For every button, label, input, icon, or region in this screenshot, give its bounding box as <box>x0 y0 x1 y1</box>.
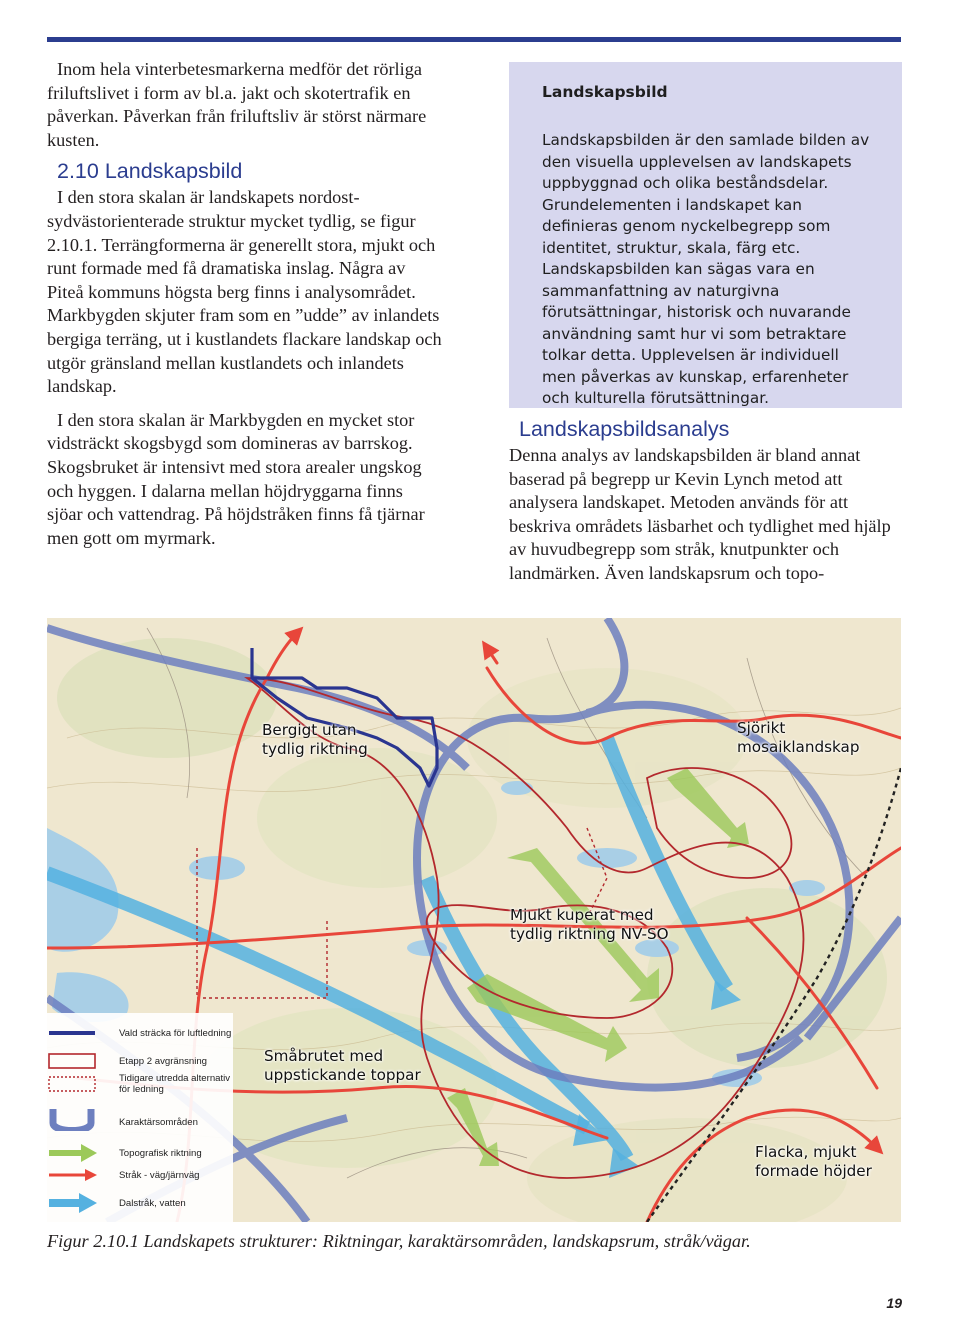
blue-u-shape-icon <box>47 1107 99 1131</box>
intro-paragraph: Inom hela vinterbetesmarkerna medför det rörliga friluftslivet i form av bl.a. jakt och skotertrafik en påverkan. Påverkan från friluftsliv är störst närmare kusten. <box>47 59 427 150</box>
legend-item-strak: Stråk - väg/järnväg <box>47 1163 233 1187</box>
legend-item-alternativ: Tidigare utredda alternativ för ledning <box>47 1072 233 1096</box>
factbox-text: Landskapsbilden är den samlade bilden av den visuella upplevelsen av landskapets uppbyggnad och olika beståndsdelar. Grundelementen i landskapet kan definieras genom nyckelbegrepp som identitet, struktur, skala, färg etc. Landskapsbilden kan sägas vara en sammanfattning av naturgivna förutsättningar, historisk och nuvarande användning samt hur vi som betraktare tolkar detta. Upplevelsen är individuell men påverkas av kunskap, erfarenheter och kulturella förutsättningar. <box>542 131 870 407</box>
label-bergigt: Bergigt utan tydlig riktning <box>262 721 368 758</box>
legend-item-etapp: Etapp 2 avgränsning <box>47 1049 233 1073</box>
landskapsbild-paragraph-1: I den stora skalan är landskapets nordost-sydvästorienterade struktur mycket tydlig, se figur 2.10.1. Terrängformerna är generellt stora, mjukt och runt formade med få dramatiska inslag. Några av Piteå kommuns högsta berg finns i analysområdet. Markbygden skjuter fram som en ”udde” av inlandets bergiga terräng, ut i kustlandets flackare landskap och utgör gränsland mellan kustlandets och inlandets landskap. <box>47 187 442 397</box>
label-mjukt: Mjukt kuperat med tydlig riktning NV-SO <box>510 906 669 943</box>
label-flacka: Flacka, mjukt formade höjder <box>755 1143 872 1180</box>
section-heading-analys: Landskapsbildsanalys <box>519 417 730 441</box>
landskapsbild-paragraph-2: I den stora skalan är Markbygden en mycket stor vidsträckt skogsbygd som domineras av barrskog. Skogsbruket är intensivt med stora arealer ungskog och hyggen. I dalarna mellan höjdryggarna finns sjöar och vattendrag. På höjdstråken finns få tjärnar men gott om myrmark. <box>47 409 425 548</box>
landscape-structure-map <box>47 618 901 1222</box>
light-blue-arrow-icon <box>47 1191 99 1215</box>
red-outline-icon <box>47 1049 99 1073</box>
red-arrow-icon <box>47 1163 99 1187</box>
dark-blue-line-icon <box>47 1021 99 1045</box>
legend-item-karaktar: Karaktärsområden <box>47 1107 233 1137</box>
left-column <box>47 58 442 550</box>
page-number: 19 <box>886 1295 902 1311</box>
legend-item-dalstrak: Dalstråk, vatten <box>47 1191 233 1215</box>
red-dotted-outline-icon <box>47 1072 99 1096</box>
analys-paragraph: Denna analys av landskapsbilden är bland annat baserad på begrepp ur Kevin Lynch metod att analysera landskapet. Metoden används för att beskriva områdets läsbarhet och tydlighet med hjälp av huvudbegrepp som stråk, knutpunkter och landmärken. Även landskapsrum och topo- <box>509 445 891 583</box>
factbox-title: Landskapsbild <box>542 83 668 101</box>
legend-item-route: Vald sträcka för luftledning <box>47 1021 233 1045</box>
right-column <box>509 62 902 586</box>
header-rule <box>47 37 901 42</box>
legend-item-topografisk: Topografisk riktning <box>47 1141 233 1165</box>
map-legend <box>47 1013 233 1222</box>
green-arrow-icon <box>47 1141 99 1165</box>
section-heading-landskapsbild: 2.10 Landskapsbild <box>57 159 243 184</box>
factbox-landskapsbild <box>509 62 902 408</box>
label-sjorikt: Sjörikt mosaiklandskap <box>737 719 860 756</box>
figure-caption: Figur 2.10.1 Landskapets strukturer: Riktningar, karaktärsområden, landskapsrum, stråk/vägar. <box>47 1231 751 1251</box>
label-smabrutet: Småbrutet med uppstickande toppar <box>264 1047 421 1084</box>
